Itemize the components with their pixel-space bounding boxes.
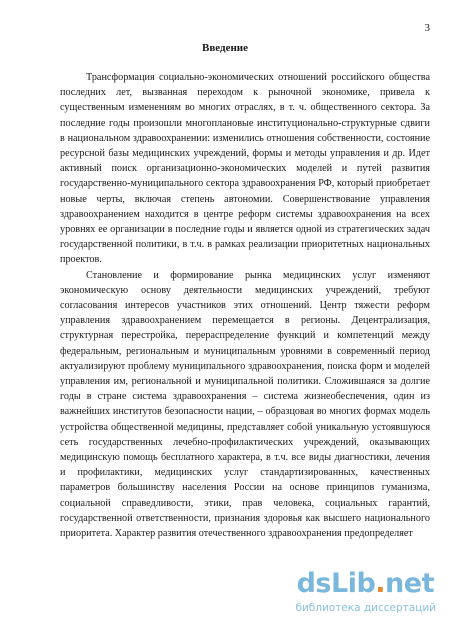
watermark-logo-dot: . (375, 568, 386, 599)
watermark-logo-tld: net (385, 568, 434, 599)
paragraph: Становление и формирование рынка медицинских услуг изменяют экономическую основу деятельности медицинских учреждений, требуют согласования интересов участников этих отношений. Центр тяжести реформ управления здравоохранением перемещается в регионы. Децентрализация, структурная перестройка, перераспределение функций и компетенций между федеральным, региональным и муниципальным уровнями в современный период актуализируют проблему муниципального здравоохранения, поиска форм и моделей управления им, региональной и муниципальной политики. Сложившаяся за долгие годы в стране система здравоохранения – система жизнеобеспечения, один из важнейших институтов безопасности нации, – образцовая во многих формах модель устройства общественной медицины, представляет собой уникальную устоявшуюся сеть государственных лечебно-профилактических учреждений, оказывающих медицинскую помощь бесплатного характера, в т.ч. все виды диагностики, лечения и профилактики, медицинских услуг стандартизированных, качественных параметров большинству населения России на основе принципов гуманизма, социальной справедливости, этики, прав человека, социальных гарантий, государственной ответственности, признания здоровья как высшего национального приоритета. Характер развития отечественного здравоохранения предопределяет (60, 269, 430, 540)
paragraph: Трансформация социально-экономических отношений российского общества последних лет, вызванная переходом к рыночной экономике, привела к существенным изменениям во многих отраслях, в т. ч. общественного сектора. За последние годы произошли многоплановые институционально-структурные сдвиги в национальном здравоохранении: изменились отношения собственности, состояние ресурсной базы медицинских учреждений, формы и методы управления и др. Идет активный поиск организационно-экономических моделей и путей развития государственно-муниципального сектора здравоохранения РФ, который приобретает новые черты, включая степень автономии. Совершенствование управления здравоохранением находится в центре реформ системы здравоохранения на всех уровнях ее организации в последние годы и является одной из стратегических задач государственной политики, в т.ч. в рамках реализации приоритетных национальных проектов. (60, 72, 430, 266)
dslib-watermark (266, 568, 442, 614)
watermark-logo-main: dsLib (296, 568, 376, 599)
page-number: 3 (424, 22, 430, 34)
watermark-logo (297, 568, 434, 599)
page-title: Введение (201, 42, 249, 54)
document-body (60, 70, 430, 541)
watermark-tagline: библиотека диссертаций (295, 602, 436, 614)
